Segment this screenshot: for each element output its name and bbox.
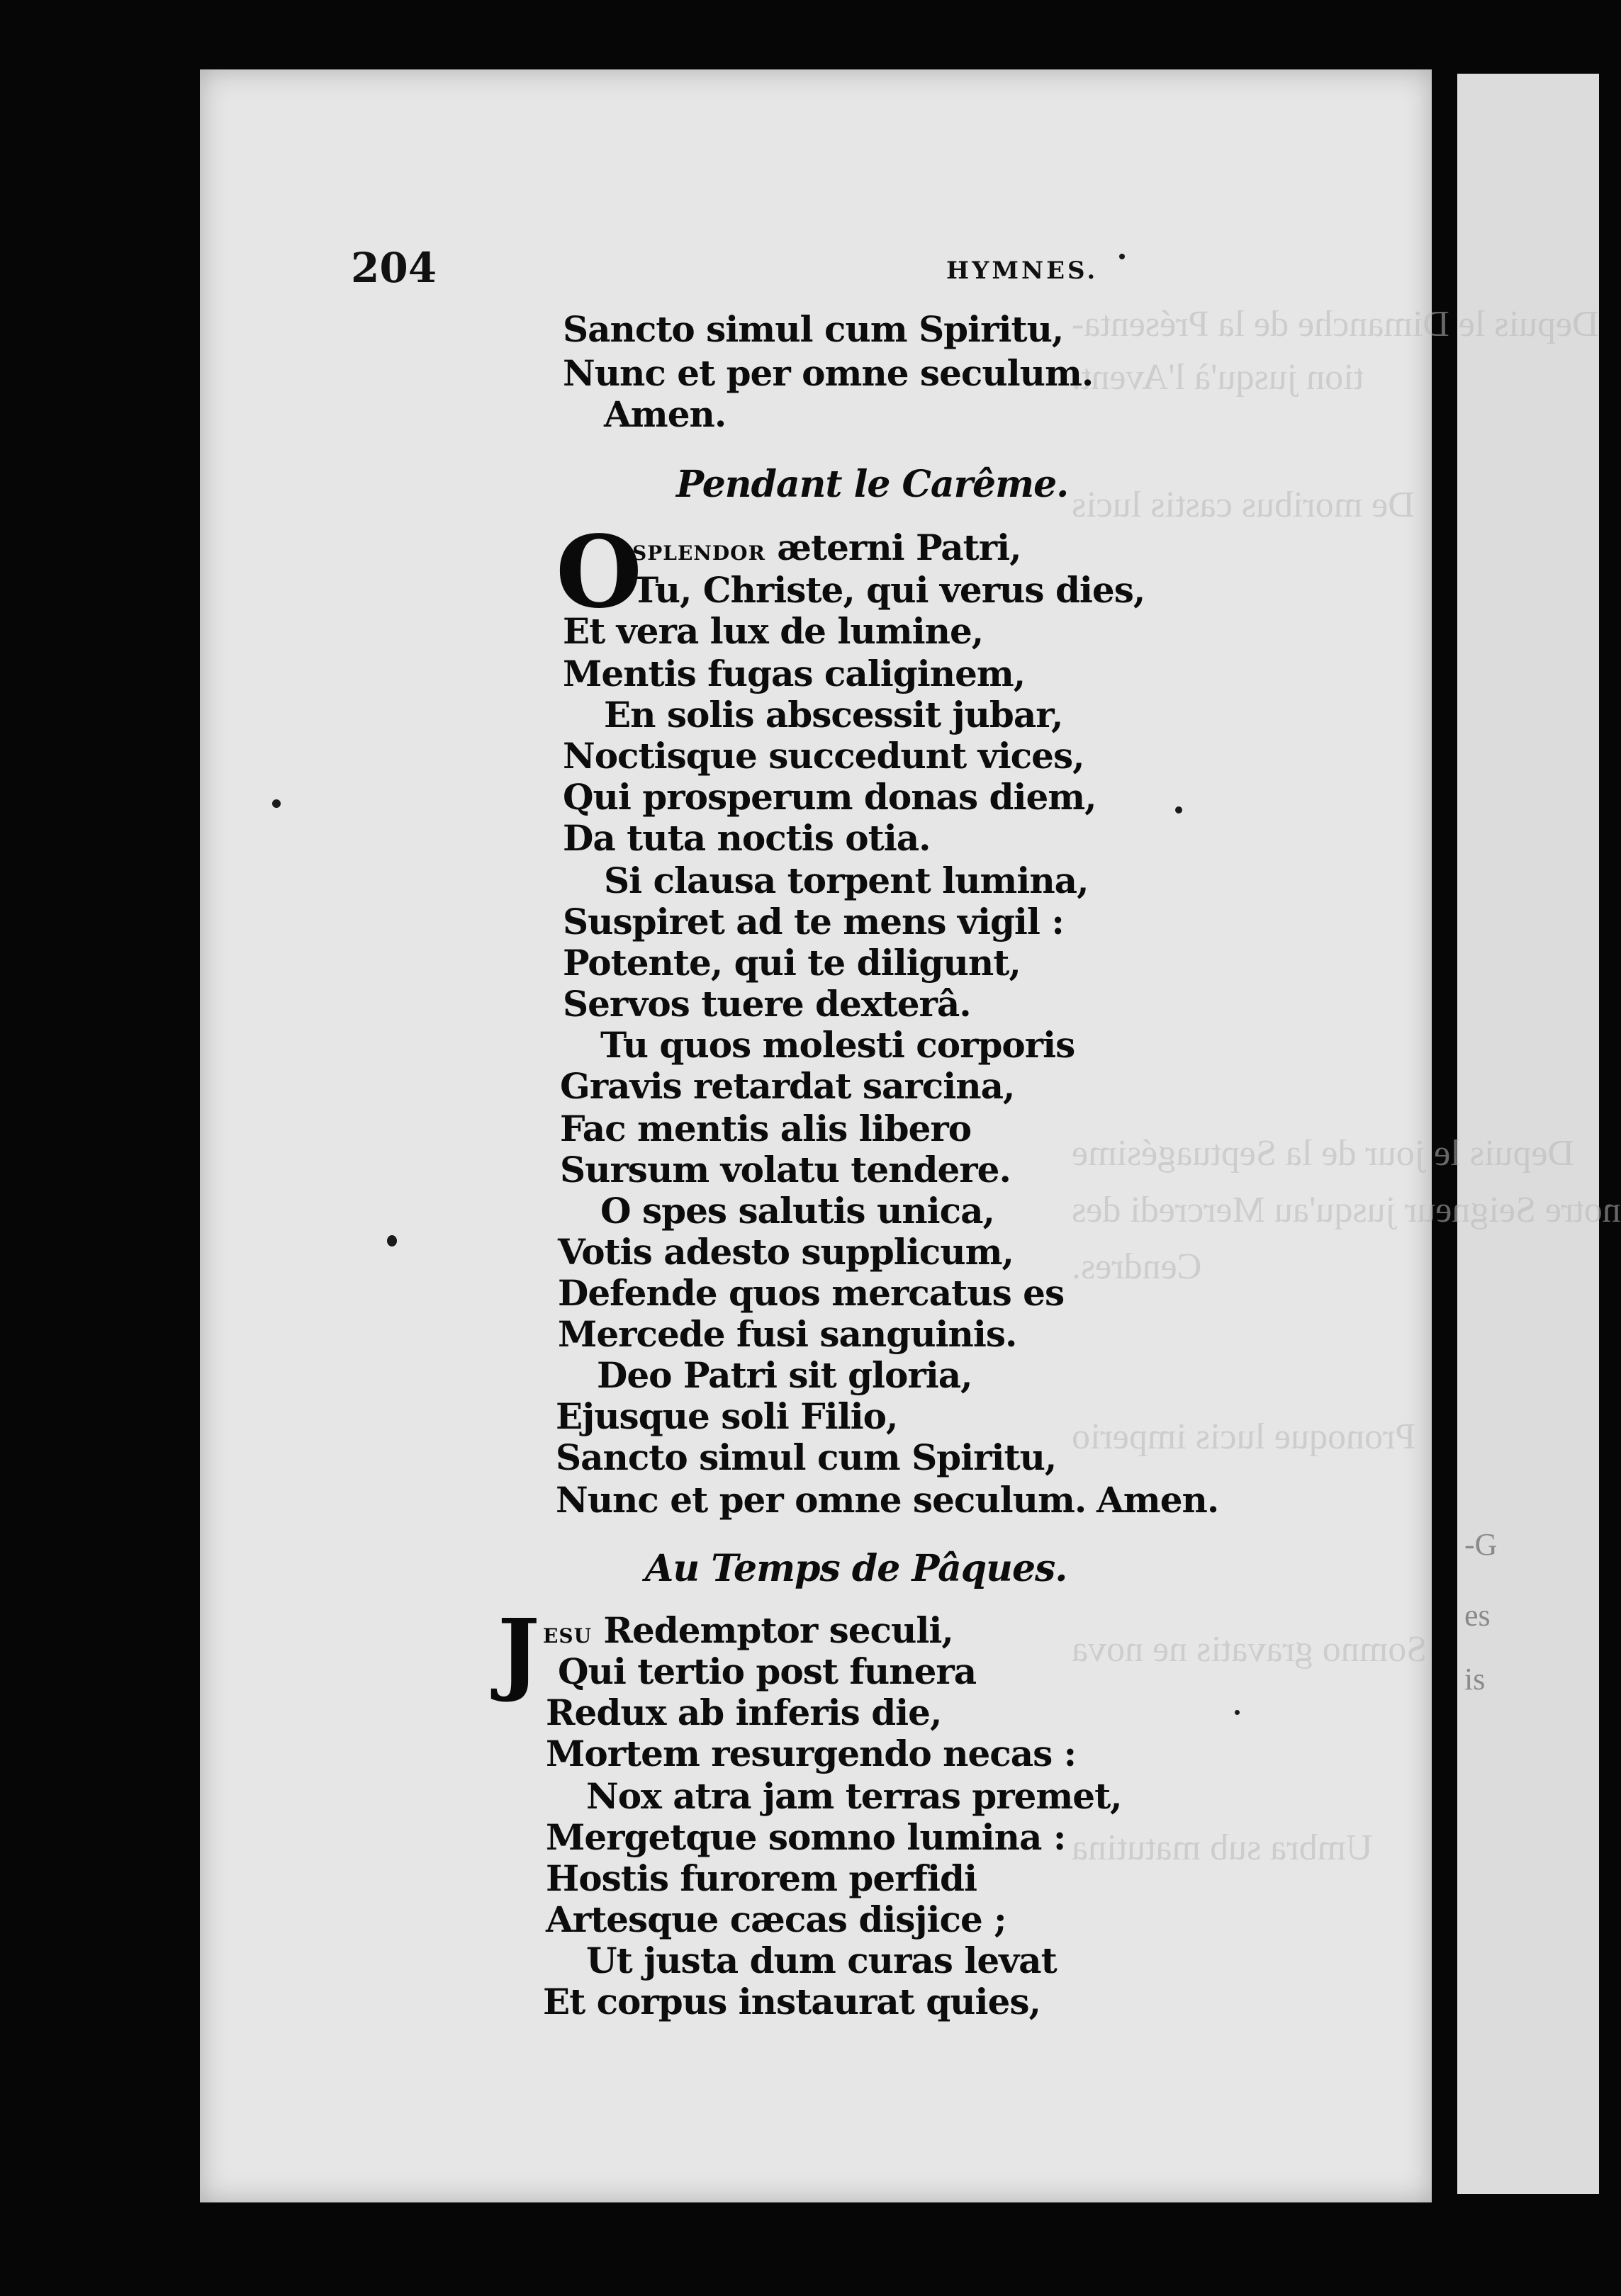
verse-line: Qui prosperum donas diem, (563, 776, 1096, 818)
ink-speck (272, 799, 281, 808)
amen: Amen. (1096, 1479, 1219, 1521)
section-heading-paques: Au Temps de Pâques. (645, 1547, 1067, 1590)
ink-speck (387, 1235, 397, 1247)
section-heading-careme: Pendant le Carême. (676, 463, 1069, 506)
first-word: esu (543, 1616, 592, 1650)
first-word: splendor (632, 534, 765, 567)
dropcap-j: J (498, 1599, 539, 1704)
ink-speck (1235, 1710, 1240, 1715)
running-title: HYMNES. (946, 257, 1099, 285)
verse-line: En solis abscessit jubar, (604, 694, 1063, 736)
verse-line: Fac mentis alis libero (560, 1108, 972, 1149)
verse-line: Ejusque soli Filio, (556, 1395, 898, 1437)
verse-line: Ut justa dum curas levat (586, 1940, 1057, 1981)
verse-line: Redux ab inferis die, (546, 1692, 942, 1733)
verse-line: Nunc et per omne seculum. (563, 352, 1094, 394)
verse-line: Mercede fusi sanguinis. (558, 1313, 1017, 1355)
page-number: 204 (351, 244, 437, 292)
bleed-through-text: Depuis le Dimanche de la Présenta- tion jusqu'à l'Avent. De moribus castis lucis Depuis le jour de la Septuagésime notre Seigneur jusqu'au Mercredi des Cendres. Pronoque lucis imperio Somno gravatis ne nova Umbra sub matutina (1072, 304, 1621, 1868)
verse-line: Servos tuere dexterâ. (563, 983, 971, 1025)
verse-line: Potente, qui te diligunt, (563, 942, 1021, 984)
dropcap-o: O (556, 514, 641, 631)
verse-line: O spes salutis unica, (600, 1190, 994, 1232)
verse-line: Tu, Christe, qui verus dies, (632, 569, 1145, 611)
verse-line: Deo Patri sit gloria, (597, 1354, 972, 1396)
verse-line: Suspiret ad te mens vigil : (563, 901, 1064, 942)
verse-line: Artesque cæcas disjice ; (546, 1898, 1006, 1940)
ink-speck (1175, 806, 1182, 814)
verse-first-line (632, 527, 1021, 568)
verse-line: Mortem resurgendo necas : (546, 1733, 1077, 1774)
verse-line: Qui tertio post funera (558, 1650, 977, 1692)
verse-line: Et vera lux de lumine, (563, 610, 984, 652)
verse-line: Si clausa torpent lumina, (604, 860, 1089, 901)
verse-line: Votis adesto supplicum, (558, 1231, 1014, 1273)
verse-line: Mergetque somno lumina : (546, 1816, 1066, 1858)
verse-line: Tu quos molesti corporis (600, 1024, 1075, 1066)
ink-speck (1119, 254, 1125, 259)
verse-line: Amen. (604, 393, 727, 435)
verse-line: Nox atra jam terras premet, (586, 1775, 1122, 1817)
first-line-rest: Redemptor seculi, (591, 1609, 953, 1651)
adjacent-page-edge: -G es is (1457, 74, 1599, 2194)
verse-line: Nunc et per omne seculum. (556, 1479, 1087, 1521)
verse-line: Noctisque succedunt vices, (563, 735, 1084, 777)
verse-line: Et corpus instaurat quies, (543, 1981, 1041, 2022)
verse-line: Mentis fugas caliginem, (563, 653, 1026, 694)
verse-line: Defende quos mercatus es (558, 1272, 1065, 1314)
verse-line: Hostis furorem perfidi (546, 1857, 977, 1899)
verse-first-line (543, 1609, 953, 1651)
first-line-rest: æterni Patri, (765, 527, 1021, 568)
verse-line: Sursum volatu tendere. (560, 1149, 1011, 1191)
verse-line: Gravis retardat sarcina, (560, 1065, 1015, 1107)
page-header (351, 244, 1343, 300)
verse-line: Sancto simul cum Spiritu, (556, 1436, 1057, 1478)
verse-line: Sancto simul cum Spiritu, (563, 308, 1064, 350)
verse-line: Da tuta noctis otia. (563, 817, 931, 859)
